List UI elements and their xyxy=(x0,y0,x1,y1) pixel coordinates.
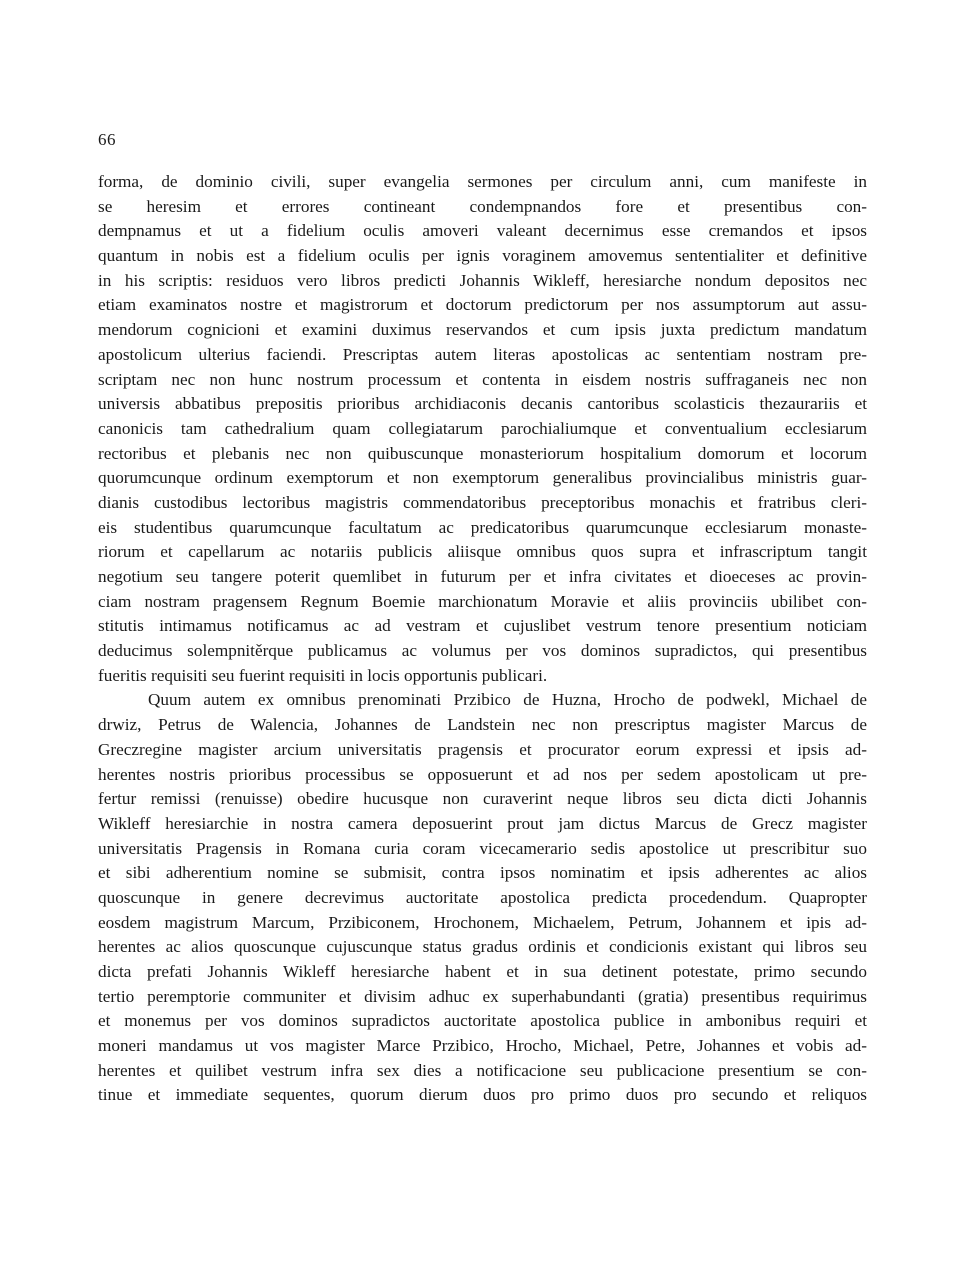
text-line: Wikleff heresiarchie in nostra camera deposuerint prout jam dictus Marcus de Grecz magister xyxy=(98,813,867,833)
text-line: eosdem magistrum Marcum, Przibiconem, Hrochonem, Michaelem, Petrum, Johannem et ipis ad- xyxy=(98,912,867,932)
text-line: drwiz, Petrus de Walencia, Johannes de Landstein nec non prescriptus magister Marcus de xyxy=(98,715,867,735)
text-line: Quum autem ex omnibus prenominati Przibico de Huzna, Hrocho de podwekl, Michael de xyxy=(148,690,867,710)
body-text xyxy=(98,170,867,1108)
text-line: et sibi adherentium nomine se submisit, contra ipsos nominatim et ipsis adherentes ac alios xyxy=(98,863,867,883)
text-line: scriptam nec non hunc nostrum processum et contenta in eisdem nostris suffraganeis nec non xyxy=(98,369,867,389)
text-line: fertur remissi (renuisse) obedire hucusque non curaverint neque libros seu dicta dicti Johannis xyxy=(98,789,867,809)
text-line: et monemus per vos dominos supradictos auctoritate apostolica publice in ambonibus requiri et xyxy=(98,1011,867,1031)
text-line: eis studentibus quarumcunque facultatum ac predicatoribus quarumcunque ecclesiarum monaste- xyxy=(98,517,867,537)
text-line: ciam nostram pragensem Regnum Boemie marchionatum Moravie et aliis provinciis ubilibet con- xyxy=(98,591,867,611)
text-line: negotium seu tangere poterit quemlibet in futurum per et infra civitates et dioeceses ac provin- xyxy=(98,567,867,586)
text-line: universitatis Pragensis in Romana curia coram vicecamerario sedis apostolice ut prescribitur suo xyxy=(98,838,867,858)
text-line: mendorum cognicioni et examini duximus reservandos et cum ipsis juxta predictum mandatum xyxy=(98,320,867,340)
text-line: tertio peremptorie communiter et divisim adhuc ex superhabundanti (gratia) presentibus requirimus xyxy=(98,986,867,1006)
text-line: quorumcunque ordinum exemptorum et non exemptorum generalibus provincialibus ministris guar- xyxy=(98,468,867,488)
text-line: dicta prefati Johannis Wikleff heresiarche habent et in sua detinent potestate, primo secundo xyxy=(98,962,867,981)
text-line: dianis custodibus lectoribus magistris commendatoribus preceptoribus monachis et fratribus cleri- xyxy=(98,492,867,512)
text-line: herentes ac alios quoscunque cujuscunque status gradus ordinis et condicionis existant qui libros seu xyxy=(98,937,867,957)
text-line: apostolicum ulterius faciendi. Prescriptas autem literas apostolicas ac sententiam nostram pre- xyxy=(98,344,867,364)
text-line: canonicis tam cathedralium quam collegiatarum parochialiumque et conventualium ecclesiarum xyxy=(98,418,867,438)
text-line: herentes nostris prioribus processibus se opposuerunt et ad nos per sedem apostolicam ut pre- xyxy=(98,764,867,784)
text-line: tinue et immediate sequentes, quorum dierum duos pro primo duos pro secundo et reliquos xyxy=(98,1085,867,1105)
text-line: stitutis intimamus notificamus ac ad vestram et cujuslibet vestrum tenore presentium noticiam xyxy=(98,616,867,636)
text-line: quantum in nobis est a fidelium oculis per ignis voraginem amovemus sententialiter et definitive xyxy=(98,246,867,266)
text-line: riorum et capellarum ac notariis publicis aliisque omnibus quos supra et infrascriptum tangit xyxy=(98,542,867,562)
text-line: herentes et quilibet vestrum infra sex dies a notificacione seu publicacione presentium se con- xyxy=(98,1060,867,1080)
text-line: in his scriptis: residuos vero libros predicti Johannis Wikleff, heresiarche nondum depositos nec xyxy=(98,270,867,290)
text-line: rectoribus et plebanis nec non quibuscunque monasteriorum hospitalium domorum et locorum xyxy=(98,443,867,463)
text-line: forma, de dominio civili, super evangelia sermones per circulum anni, cum manifeste in xyxy=(98,172,867,191)
text-line: universis abbatibus prepositis prioribus archidiaconis decanis cantoribus scolasticis thezaurariis et xyxy=(98,394,867,414)
text-line: dempnamus et ut a fidelium oculis amoveri valeant decernimus esse cremandos et ipsos xyxy=(98,221,867,241)
text-line: fueritis requisiti seu fuerint requisiti in locis opportunis publicari. xyxy=(98,665,548,685)
text-line: se heresim et errores contineant condempnandos fore et presentibus con- xyxy=(98,196,867,216)
text-line: etiam examinatos nostre et magistrorum et doctorum predictorum per nos assumptorum aut assu- xyxy=(98,295,867,315)
text-line: quoscunque in genere decrevimus auctoritate apostolica predicta procedendum. Quapropter xyxy=(98,887,867,907)
text-line: deducimus solempnitěrque publicamus ac volumus per vos dominos supradictos, qui presentibus xyxy=(98,641,867,661)
page-number: 66 xyxy=(98,130,116,149)
text-line: moneri mandamus ut vos magister Marce Przibico, Hrocho, Michael, Petre, Johannes et vobis ad- xyxy=(98,1036,867,1056)
text-line: Greczregine magister arcium universitatis pragensis et procurator eorum expressi et ipsis ad- xyxy=(98,739,867,759)
